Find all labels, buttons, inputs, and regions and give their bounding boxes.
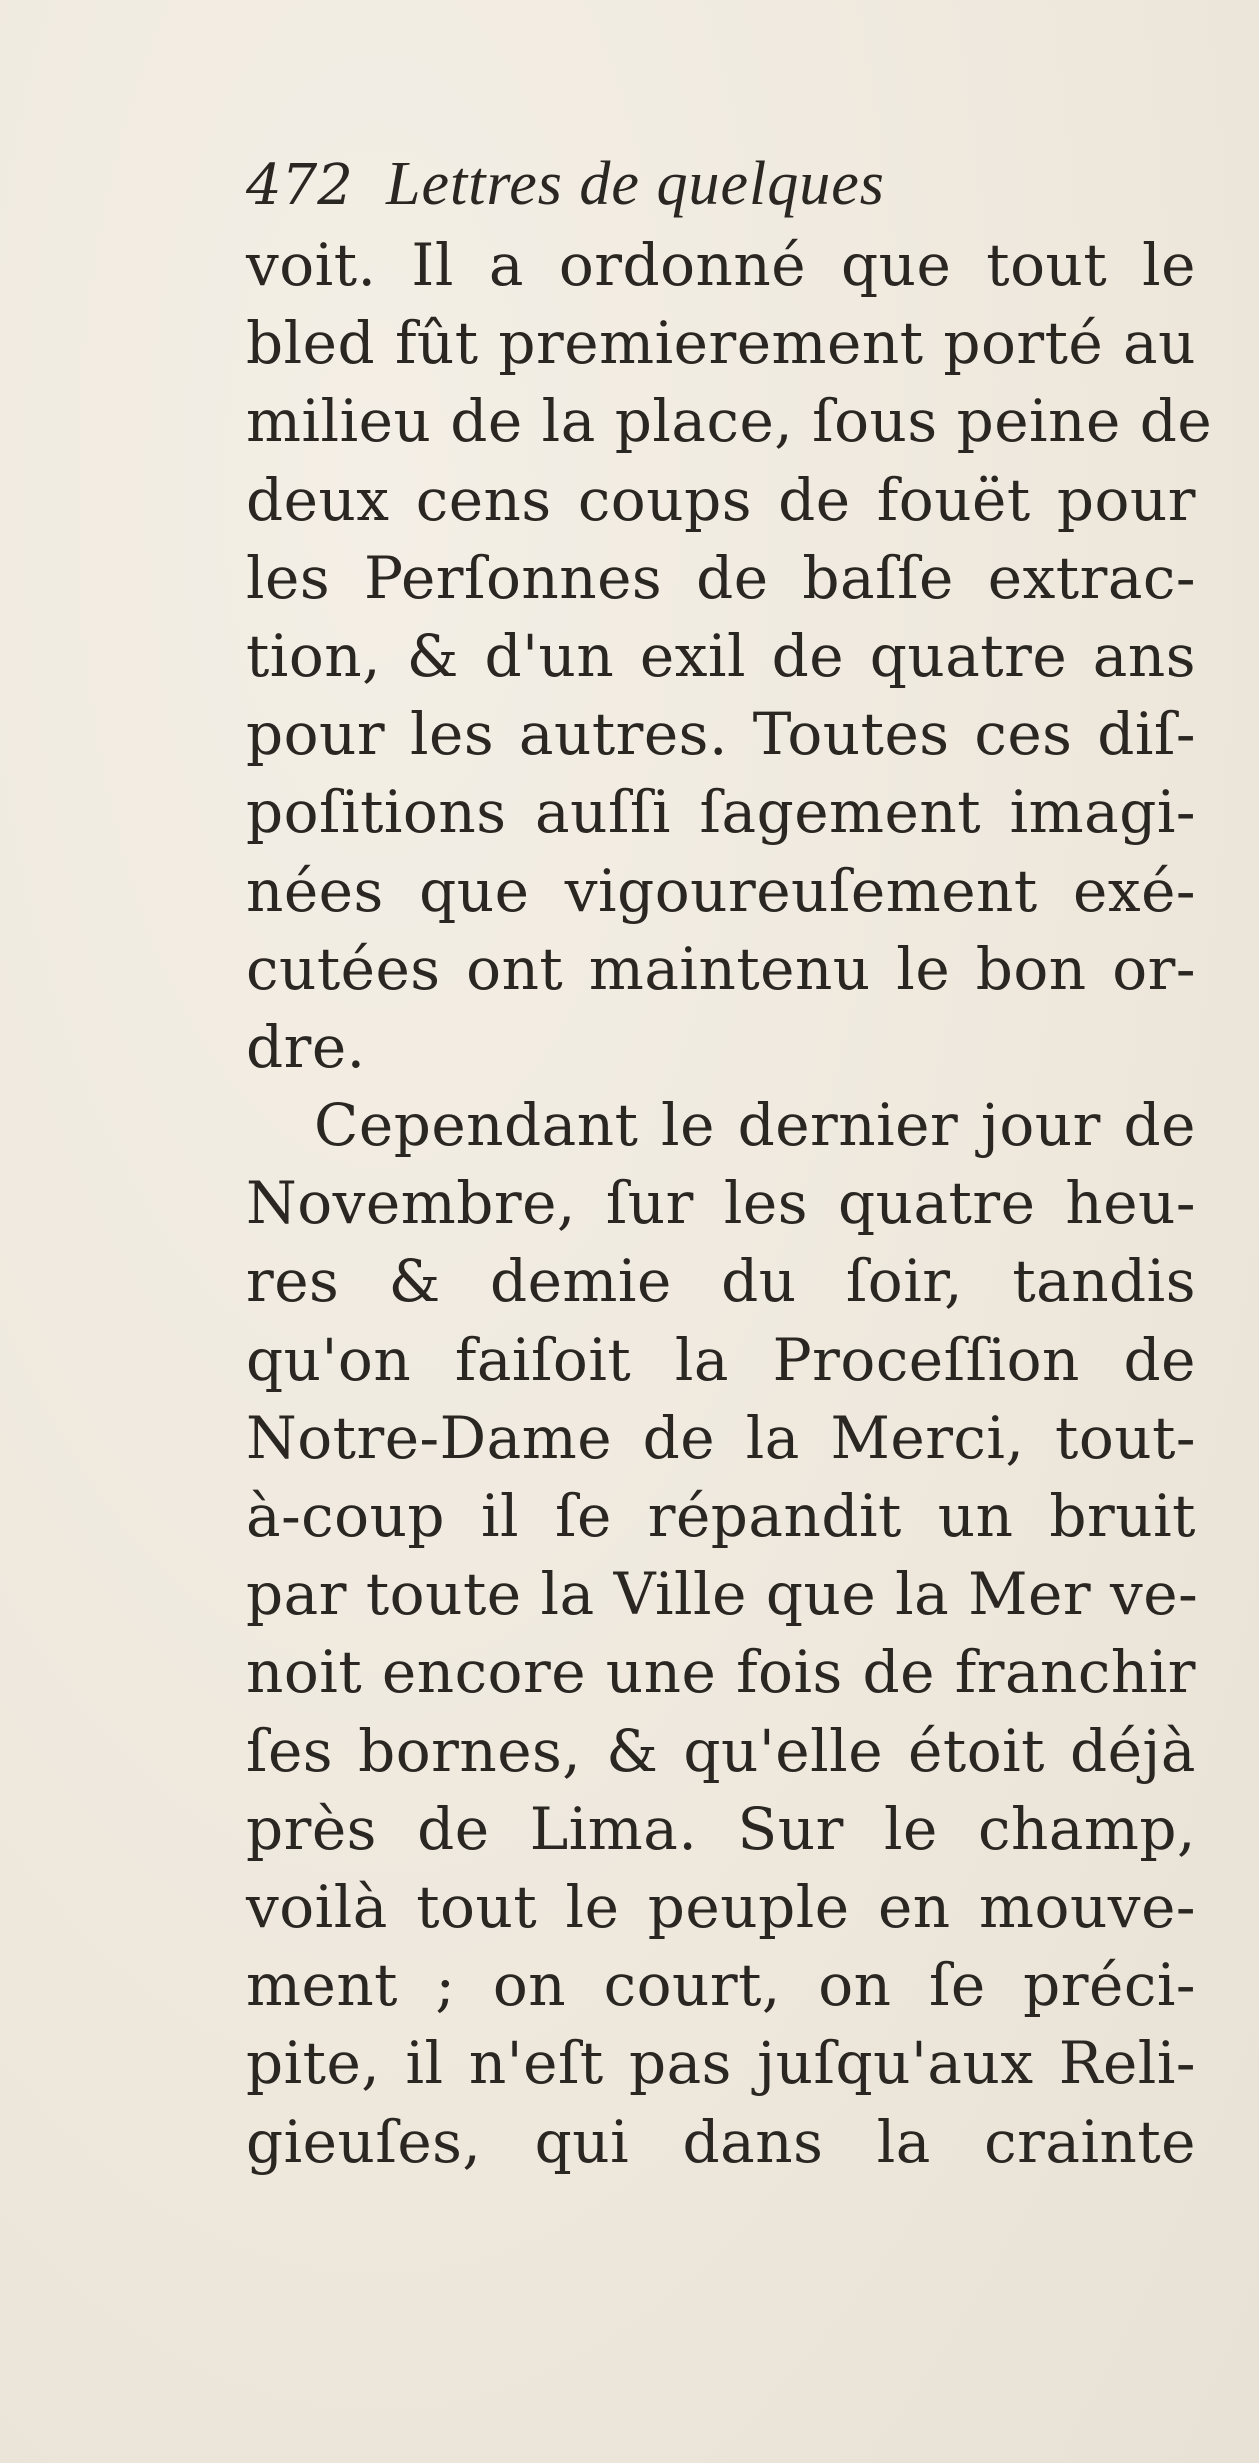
text-line: dre. bbox=[246, 1012, 366, 1081]
text-line: voit. Il a ordonné que tout le bbox=[246, 231, 1196, 299]
text-line: noit encore une fois de franchir bbox=[246, 1638, 1196, 1707]
text-line: milieu de la place, ſous peine de bbox=[246, 387, 1213, 456]
running-head bbox=[246, 148, 1196, 220]
text-line: Notre-Dame de la Merci, tout- bbox=[246, 1403, 1196, 1472]
text-line: gieuſes, qui dans la crainte bbox=[246, 2107, 1196, 2176]
text-line: qu'on faiſoit la Proceſſion de bbox=[246, 1325, 1196, 1394]
text-line: res & demie du ſoir, tandis bbox=[246, 1247, 1196, 1316]
text-line: à-coup il ſe répandit un bruit bbox=[246, 1482, 1196, 1550]
text-line: poſitions auſſi ſagement imagi- bbox=[246, 778, 1196, 847]
text-line: cutées ont maintenu le bon or- bbox=[246, 934, 1196, 1003]
text-line: par toute la Ville que la Mer ve- bbox=[246, 1560, 1199, 1629]
running-title: Lettres de quelques bbox=[386, 150, 885, 218]
text-line: pour les autres. Toutes ces diſ- bbox=[246, 700, 1196, 769]
text-line: pite, il n'eſt pas juſqu'aux Reli- bbox=[246, 2029, 1196, 2098]
text-line: nées que vigoureuſement exé- bbox=[246, 856, 1196, 925]
text-line: deux cens coups de fouët pour bbox=[246, 465, 1196, 534]
text-line: près de Lima. Sur le champ, bbox=[246, 1794, 1196, 1863]
text-line: tion, & d'un exil de quatre ans bbox=[246, 621, 1196, 690]
text-line: les Perſonnes de baſſe extrac- bbox=[246, 543, 1196, 612]
text-line: ment ; on court, on ſe préci- bbox=[246, 1951, 1196, 2020]
text-line: voilà tout le peuple en mouve- bbox=[246, 1872, 1196, 1941]
text-line: Novembre, ſur les quatre heu- bbox=[246, 1169, 1196, 1238]
text-line: Cependant le dernier jour de bbox=[314, 1091, 1196, 1160]
text-line: bled fût premierement porté au bbox=[246, 309, 1196, 378]
text-line: ſes bornes, & qu'elle étoit déjà bbox=[246, 1716, 1196, 1785]
text-body bbox=[246, 226, 1213, 2181]
page-number: 472 bbox=[246, 153, 353, 218]
book-page bbox=[246, 148, 1213, 2181]
